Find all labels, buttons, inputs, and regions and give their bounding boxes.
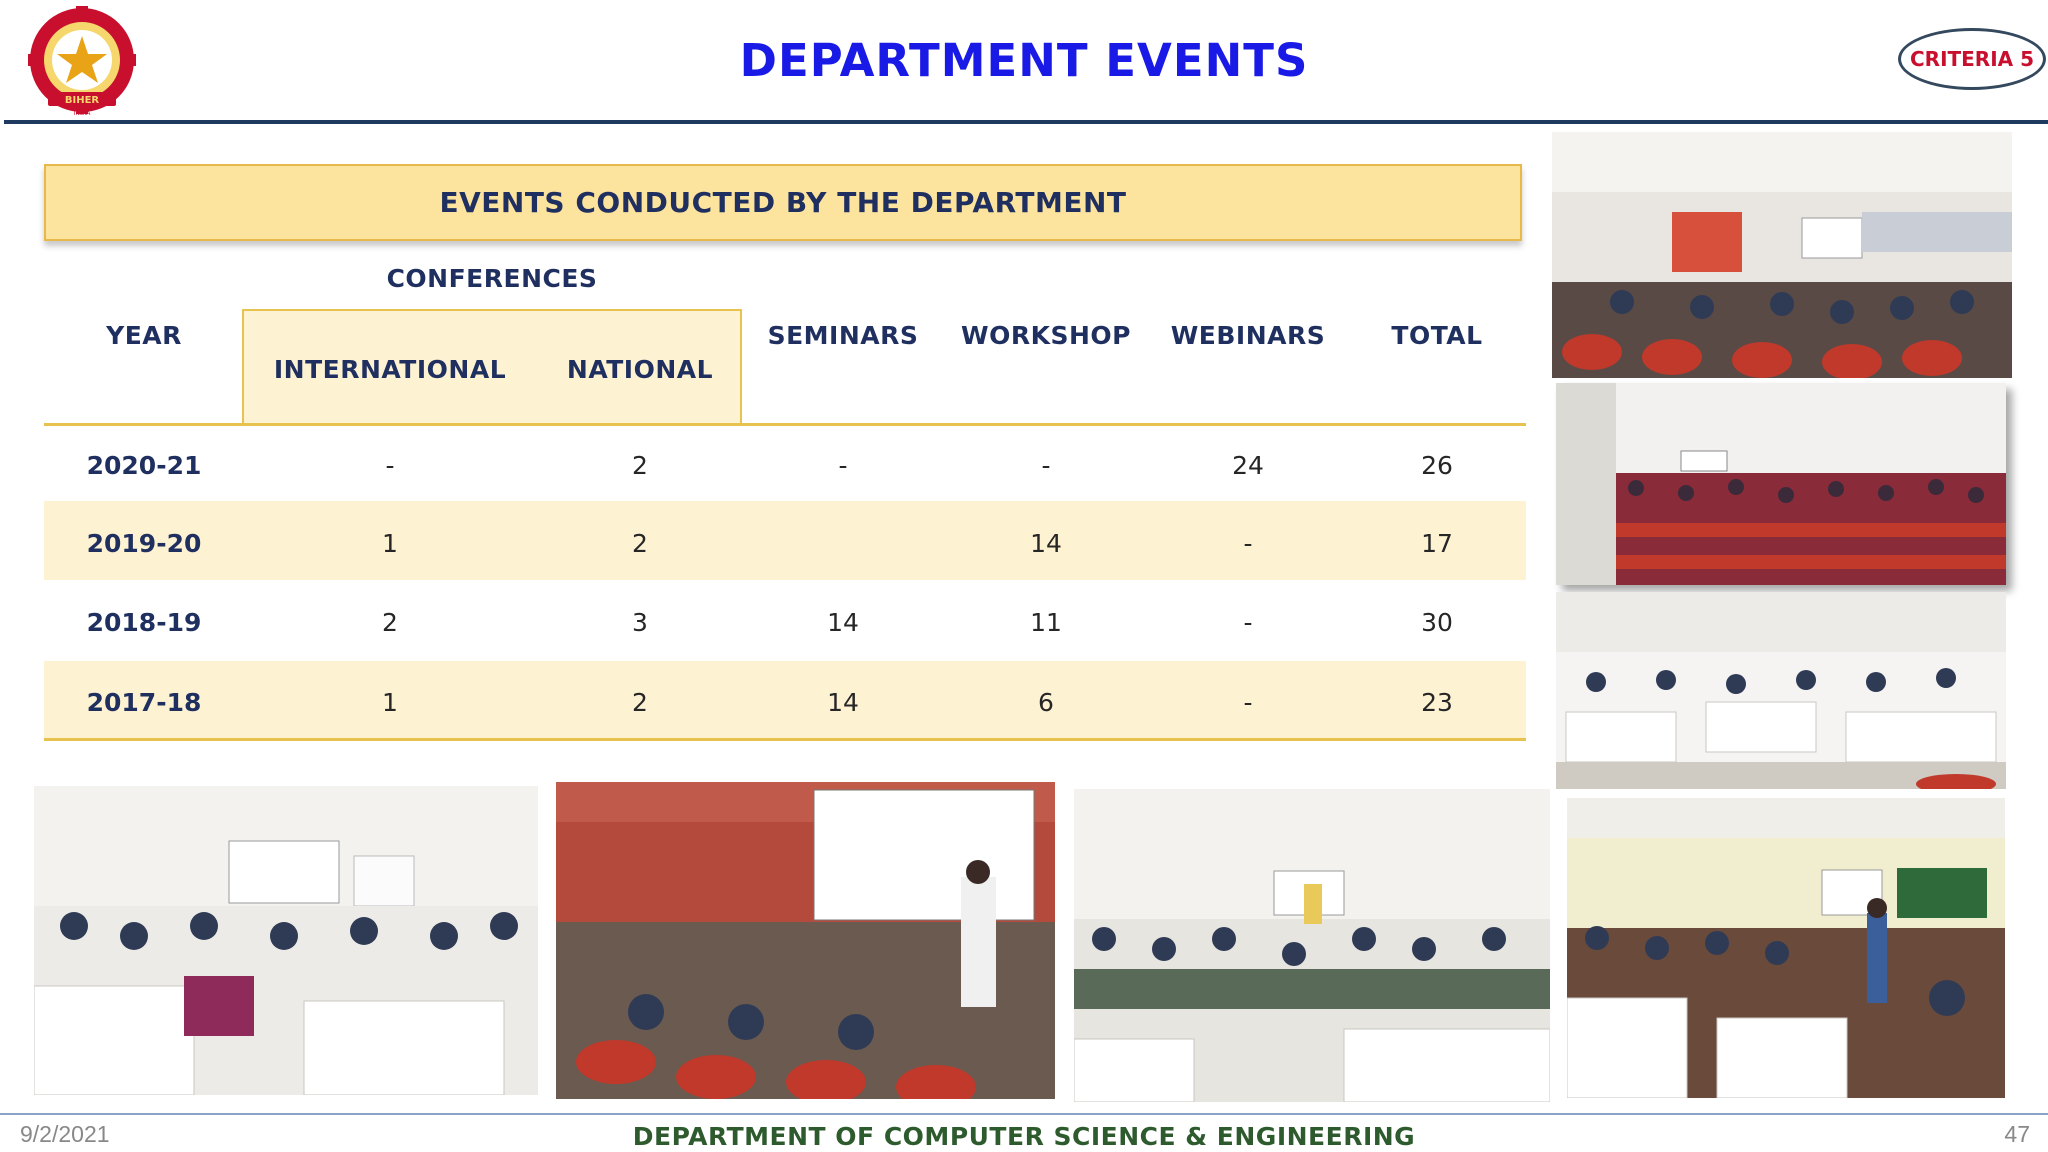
cell-webinars: - <box>1243 529 1253 558</box>
conferences-group-header: CONFERENCES <box>386 264 598 293</box>
event-photo <box>1556 592 2006 789</box>
cell-year: 2020-21 <box>86 451 202 480</box>
event-photo <box>1552 132 2012 378</box>
cell-total: 30 <box>1421 608 1453 637</box>
cell-national: 2 <box>632 529 648 558</box>
cell-total: 17 <box>1421 529 1453 558</box>
cell-workshop: 6 <box>1038 688 1054 717</box>
cell-international: 2 <box>382 608 398 637</box>
event-photo <box>34 786 538 1095</box>
col-header-workshop: WORKSHOP <box>961 321 1131 350</box>
event-photo <box>1567 798 2005 1098</box>
header-bottom-rule <box>44 423 1526 426</box>
cell-year: 2019-20 <box>86 529 202 558</box>
cell-webinars: - <box>1243 688 1253 717</box>
table-row <box>44 661 1526 740</box>
footer-date: 9/2/2021 <box>20 1121 110 1147</box>
table-banner: EVENTS CONDUCTED BY THE DEPARTMENT <box>44 164 1522 241</box>
cell-national: 3 <box>632 608 648 637</box>
table-bottom-rule <box>44 738 1526 741</box>
event-photo <box>556 782 1055 1099</box>
table-row <box>44 581 1526 660</box>
page-number: 47 <box>2004 1121 2030 1147</box>
col-header-international: INTERNATIONAL <box>273 355 507 384</box>
col-header-national: NATIONAL <box>566 355 714 384</box>
col-header-year: YEAR <box>106 321 182 350</box>
cell-year: 2018-19 <box>86 608 202 637</box>
cell-workshop: - <box>1041 451 1051 480</box>
footer-department: DEPARTMENT OF COMPUTER SCIENCE & ENGINEERING <box>632 1122 1416 1151</box>
table-row <box>44 501 1526 580</box>
event-photo <box>1074 789 1550 1102</box>
cell-seminars: - <box>838 451 848 480</box>
criteria-badge: CRITERIA 5 <box>1898 28 2046 90</box>
footer-divider <box>0 1113 2048 1115</box>
cell-workshop: 14 <box>1030 529 1062 558</box>
table-row <box>44 427 1526 506</box>
cell-international: - <box>385 451 395 480</box>
cell-seminars: 14 <box>827 688 859 717</box>
cell-international: 1 <box>382 688 398 717</box>
logo-name: BIHER <box>64 95 100 106</box>
page-title: DEPARTMENT EVENTS <box>739 34 1309 87</box>
cell-webinars: - <box>1243 608 1253 637</box>
cell-national: 2 <box>632 451 648 480</box>
col-header-total: TOTAL <box>1391 321 1483 350</box>
cell-national: 2 <box>632 688 648 717</box>
cell-workshop: 11 <box>1030 608 1062 637</box>
header-divider <box>4 120 2048 124</box>
cell-total: 26 <box>1421 451 1453 480</box>
col-header-seminars: SEMINARS <box>767 321 919 350</box>
cell-international: 1 <box>382 529 398 558</box>
cell-total: 23 <box>1421 688 1453 717</box>
col-header-webinars: WEBINARS <box>1170 321 1326 350</box>
cell-seminars: 14 <box>827 608 859 637</box>
cell-webinars: 24 <box>1232 451 1264 480</box>
cell-year: 2017-18 <box>86 688 202 717</box>
event-photo <box>1556 383 2006 585</box>
logo-country: INDIA <box>73 110 91 117</box>
